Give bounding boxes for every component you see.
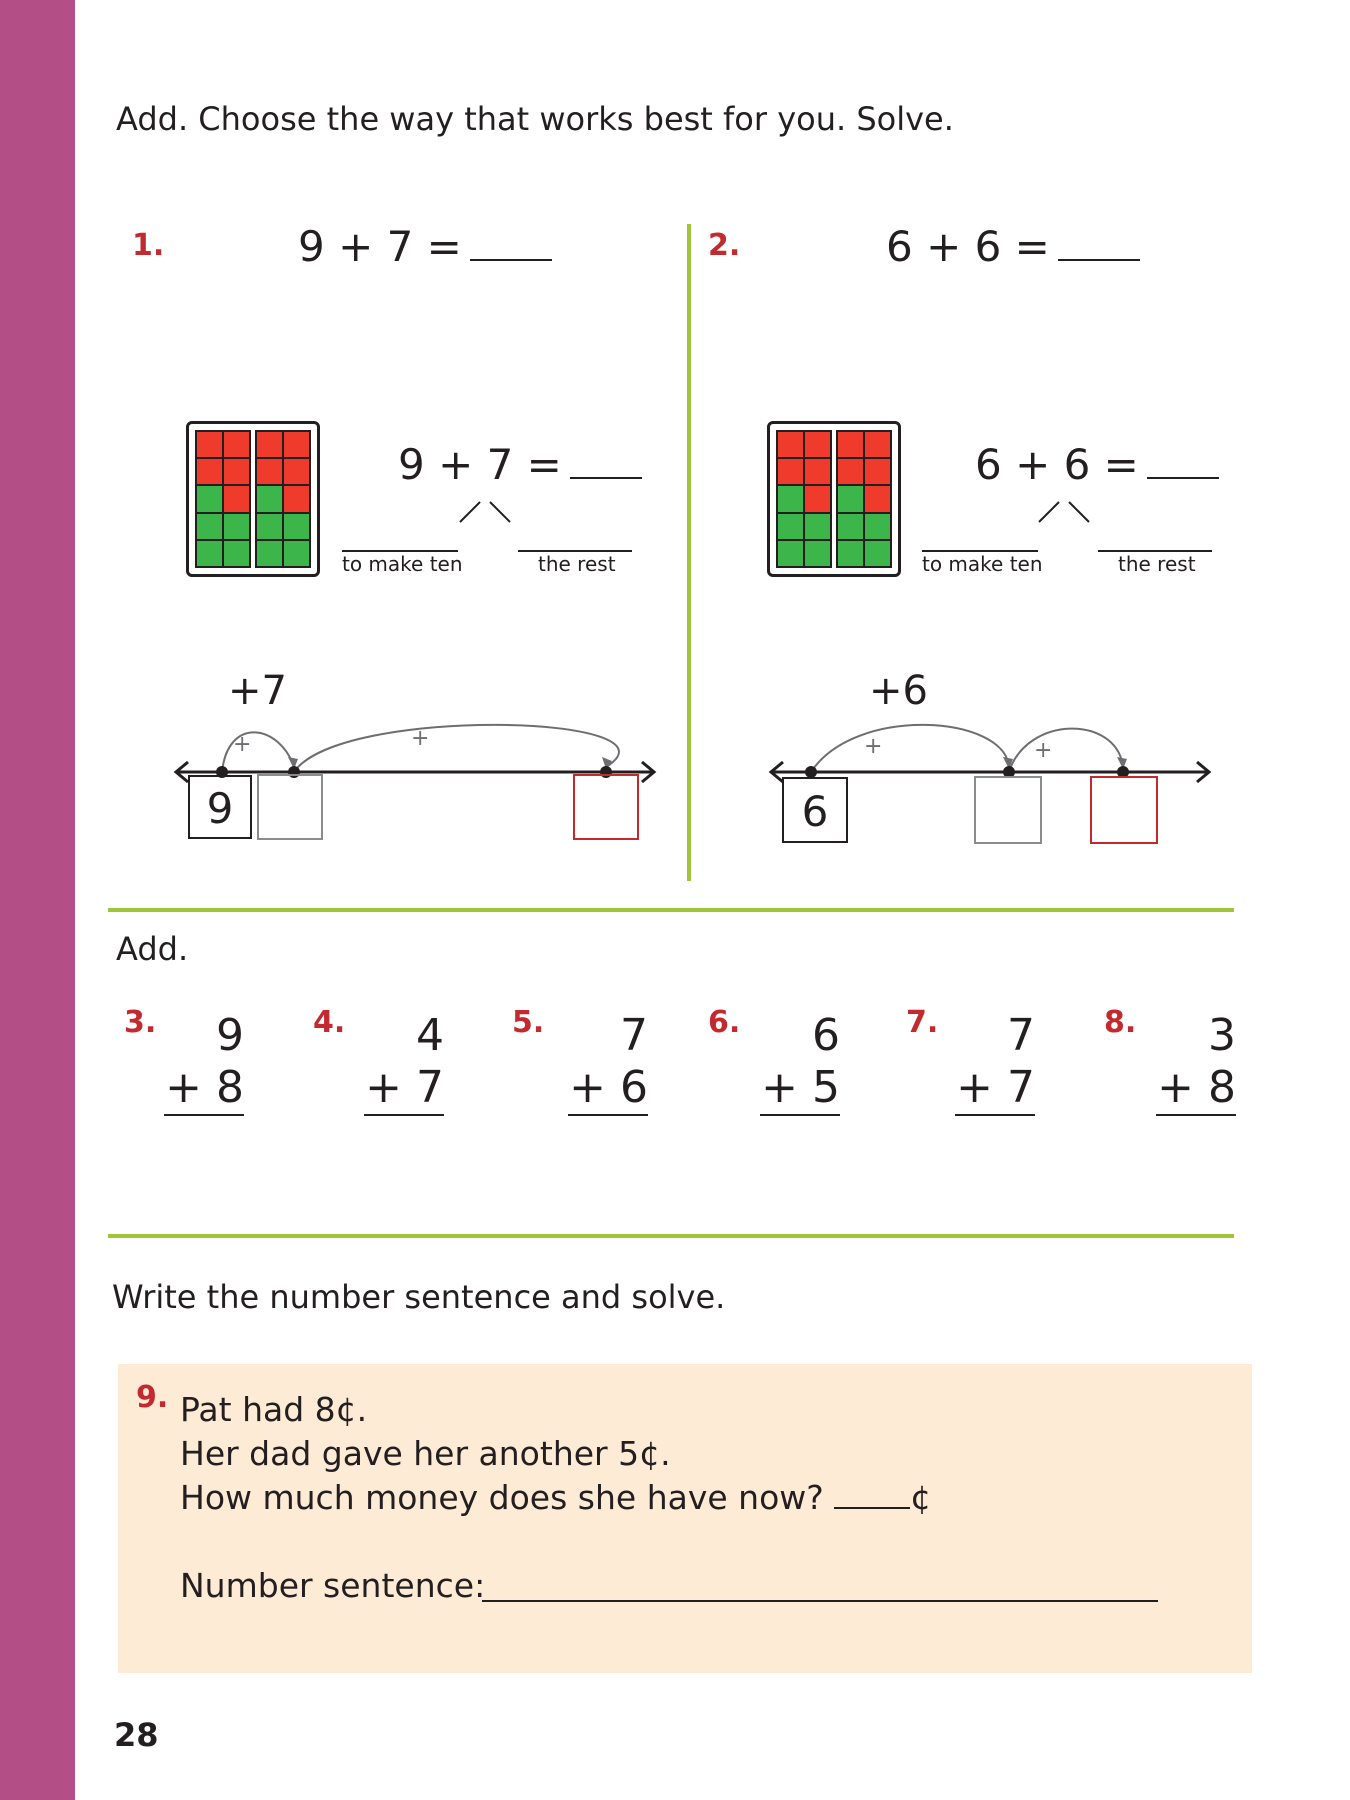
section-divider-2 xyxy=(108,1234,1234,1238)
column-divider xyxy=(687,224,691,881)
problem-5-vertical xyxy=(568,1010,648,1116)
problem-7-vertical xyxy=(955,1010,1035,1116)
problem-3-vertical xyxy=(164,1010,244,1116)
numberline-2-plus-small-2: + xyxy=(1034,738,1053,763)
numberline-2-start-box: 6 xyxy=(782,777,848,843)
tenframe-2-label-rest: the rest xyxy=(1118,552,1196,576)
tenframe-1-label-rest: the rest xyxy=(538,552,616,576)
ten-frame-2-column-right xyxy=(836,430,892,568)
problem-7-top: 7 xyxy=(1007,1010,1035,1061)
word-problem-line-2: Her dad gave her another 5¢. xyxy=(180,1434,671,1473)
instruction-top: Add. Choose the way that works best for you. Solve. xyxy=(116,100,954,138)
problem-5-top: 7 xyxy=(620,1010,648,1061)
problem-1-answer-blank[interactable] xyxy=(470,225,552,261)
ten-frame-1 xyxy=(186,421,320,577)
instruction-add: Add. xyxy=(116,930,189,968)
problem-6-top: 6 xyxy=(812,1010,840,1061)
tenframe-2-equation-text: 6 + 6 = xyxy=(975,440,1139,489)
ten-frame-2-column-left xyxy=(776,430,832,568)
problem-4-top: 4 xyxy=(416,1010,444,1061)
problem-7-bottom: + 7 xyxy=(955,1062,1035,1116)
word-problem-line-3 xyxy=(180,1478,931,1517)
tenframe-1-equation xyxy=(398,440,642,489)
problem-8-vertical xyxy=(1156,1010,1236,1116)
problem-2-answer-blank[interactable] xyxy=(1058,225,1140,261)
tenframe-2-label-make-ten: to make ten xyxy=(922,552,1043,576)
problem-2-equation-text: 6 + 6 = xyxy=(886,222,1050,271)
tenframe-2-equation xyxy=(975,440,1219,489)
numberline-1-plus-small-1: + xyxy=(233,732,252,757)
problem-2-number: 2. xyxy=(708,228,741,263)
problem-3-bottom: + 8 xyxy=(164,1062,244,1116)
problem-1-number: 1. xyxy=(132,228,165,263)
instruction-write: Write the number sentence and solve. xyxy=(112,1278,726,1316)
numberline-1-start-box: 9 xyxy=(188,775,252,839)
problem-1-equation-text: 9 + 7 = xyxy=(298,222,462,271)
tenframe-1-split-lines xyxy=(450,498,520,528)
problem-4-bottom: + 7 xyxy=(364,1062,444,1116)
problem-7-number: 7. xyxy=(906,1005,939,1040)
tenframe-1-equation-text: 9 + 7 = xyxy=(398,440,562,489)
section-divider-1 xyxy=(108,908,1234,912)
word-problem-question: How much money does she have now? xyxy=(180,1478,824,1517)
problem-4-vertical xyxy=(364,1010,444,1116)
problem-4-number: 4. xyxy=(313,1005,346,1040)
tenframe-2-answer-blank[interactable] xyxy=(1147,443,1219,479)
problem-5-number: 5. xyxy=(512,1005,545,1040)
tenframe-1-answer-blank[interactable] xyxy=(570,443,642,479)
numberline-2-plus-small-1: + xyxy=(864,734,883,759)
problem-6-number: 6. xyxy=(708,1005,741,1040)
word-problem-cent-symbol: ¢ xyxy=(910,1478,932,1517)
problem-8-top: 3 xyxy=(1208,1010,1236,1061)
problem-3-number: 3. xyxy=(124,1005,157,1040)
problem-6-vertical xyxy=(760,1010,840,1116)
problem-3-top: 9 xyxy=(216,1010,244,1061)
numberline-2-hop-label: +6 xyxy=(869,668,928,714)
problem-2-equation xyxy=(886,222,1140,271)
problem-6-bottom: + 5 xyxy=(760,1062,840,1116)
number-sentence-blank[interactable] xyxy=(482,1600,1158,1602)
page-number: 28 xyxy=(114,1716,159,1754)
word-problem-answer-blank[interactable] xyxy=(834,1479,910,1509)
tenframe-1-label-make-ten: to make ten xyxy=(342,552,463,576)
ten-frame-1-column-left xyxy=(195,430,251,568)
tenframe-2-split-lines xyxy=(1029,498,1099,528)
numberline-1-hop-label: +7 xyxy=(228,668,287,714)
numberline-1-plus-small-2: + xyxy=(411,726,430,751)
number-sentence-label: Number sentence: xyxy=(180,1566,486,1605)
problem-5-bottom: + 6 xyxy=(568,1062,648,1116)
ten-frame-1-column-right xyxy=(255,430,311,568)
problem-8-bottom: + 8 xyxy=(1156,1062,1236,1116)
page-sidebar-band xyxy=(0,0,75,1800)
ten-frame-2 xyxy=(767,421,901,577)
problem-8-number: 8. xyxy=(1104,1005,1137,1040)
problem-1-equation xyxy=(298,222,552,271)
problem-9-number: 9. xyxy=(136,1380,169,1415)
word-problem-line-1: Pat had 8¢. xyxy=(180,1390,368,1429)
